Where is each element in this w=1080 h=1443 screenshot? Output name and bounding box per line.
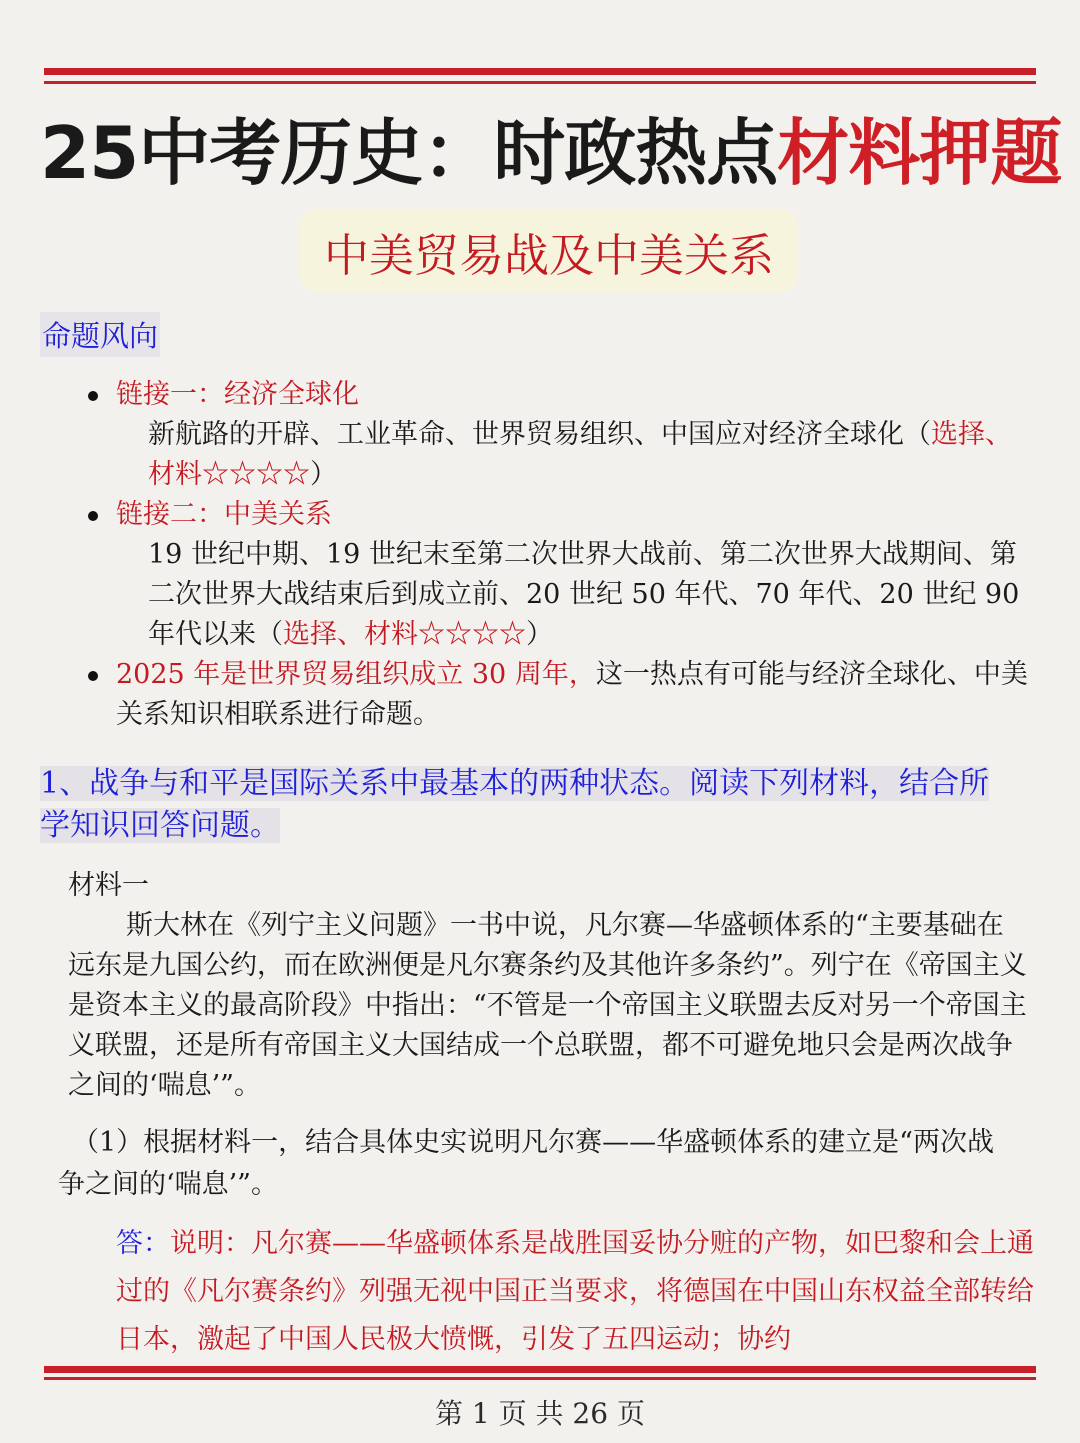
- topic-points-list: [88, 375, 1028, 735]
- answer: [116, 1220, 1036, 1364]
- material-title: 材料一: [68, 870, 149, 901]
- section-label: 命题风向: [40, 312, 160, 357]
- point-body-end: ）: [526, 619, 553, 650]
- top-rule-thick: [44, 68, 1036, 75]
- sub-question: （1）根据材料一，结合具体史实说明凡尔赛——华盛顿体系的建立是“两次战争之间的‘喘息’”。: [58, 1127, 994, 1200]
- point-body: [88, 415, 1028, 495]
- answer-text: 说明：凡尔赛——华盛顿体系是战胜国妥协分赃的产物，如巴黎和会上通过的《凡尔赛条约》列强无视中国正当要求，将德国在中国山东权益全部转给日本，激起了中国人民极大愤慨，引发了五四运动；协约: [116, 1228, 1034, 1355]
- subtitle-box: [300, 210, 798, 292]
- point-body-tag: 选择、材料☆☆☆☆: [283, 619, 526, 650]
- question-text: 1、战争与和平是国际关系中最基本的两种状态。阅读下列材料，结合所学知识回答问题。: [40, 766, 990, 843]
- bottom-rule-thin: [44, 1377, 1036, 1380]
- top-rule-thin: [44, 81, 1036, 84]
- list-item: [88, 375, 1028, 495]
- point-body-tag: 选择、材料☆☆☆☆: [148, 419, 1012, 490]
- bottom-rule-thick: [44, 1366, 1036, 1373]
- subtitle: 中美贸易战及中美关系: [323, 228, 774, 282]
- title-black-part: 25中考历史：时政热点: [40, 111, 778, 195]
- point-body-text: 新航路的开辟、工业革命、世界贸易组织、中国应对经济全球化（: [148, 419, 931, 450]
- bullet-icon: [88, 671, 98, 681]
- page-number: 第 1 页 共 26 页: [435, 1397, 645, 1430]
- title-red-part: 材料押题: [777, 111, 1062, 195]
- material-body: 斯大林在《列宁主义问题》一书中说，凡尔赛—华盛顿体系的“主要基础在远东是九国公约，而在欧洲便是凡尔赛条约及其他许多条约”。列宁在《帝国主义是资本主义的最高阶段》中指出：“不管是一个帝国主义联盟去反对另一个帝国主义联盟，还是所有帝国主义大国结成一个总联盟，都不可避免地只会是两次战争之间的‘喘息’”。: [68, 910, 1027, 1101]
- point-head: 链接一：经济全球化: [116, 379, 359, 410]
- bullet-icon: [88, 391, 98, 401]
- point-body: [88, 535, 1028, 655]
- page-title: [40, 108, 1062, 198]
- list-item: [88, 655, 1028, 735]
- point-red-text: 2025 年是世界贸易组织成立 30 周年，: [116, 659, 596, 690]
- point-mixed: [88, 655, 1028, 735]
- answer-label: 答：: [116, 1228, 170, 1259]
- list-item: [88, 495, 1028, 655]
- point-body-text: 19 世纪中期、19 世纪末至第二次世界大战前、第二次世界大战期间、第二次世界大战结束后到成立前、20 世纪 50 年代、70 年代、20 世纪 90 年代以来（: [148, 539, 1020, 650]
- point-head: 链接二：中美关系: [116, 499, 332, 530]
- question-heading: [40, 763, 1000, 847]
- point-black-text: 这一热点有可能与经济全球化、中美关系知识相联系进行命题。: [116, 659, 1028, 730]
- point-body-end: ）: [310, 459, 337, 490]
- bullet-icon: [88, 511, 98, 521]
